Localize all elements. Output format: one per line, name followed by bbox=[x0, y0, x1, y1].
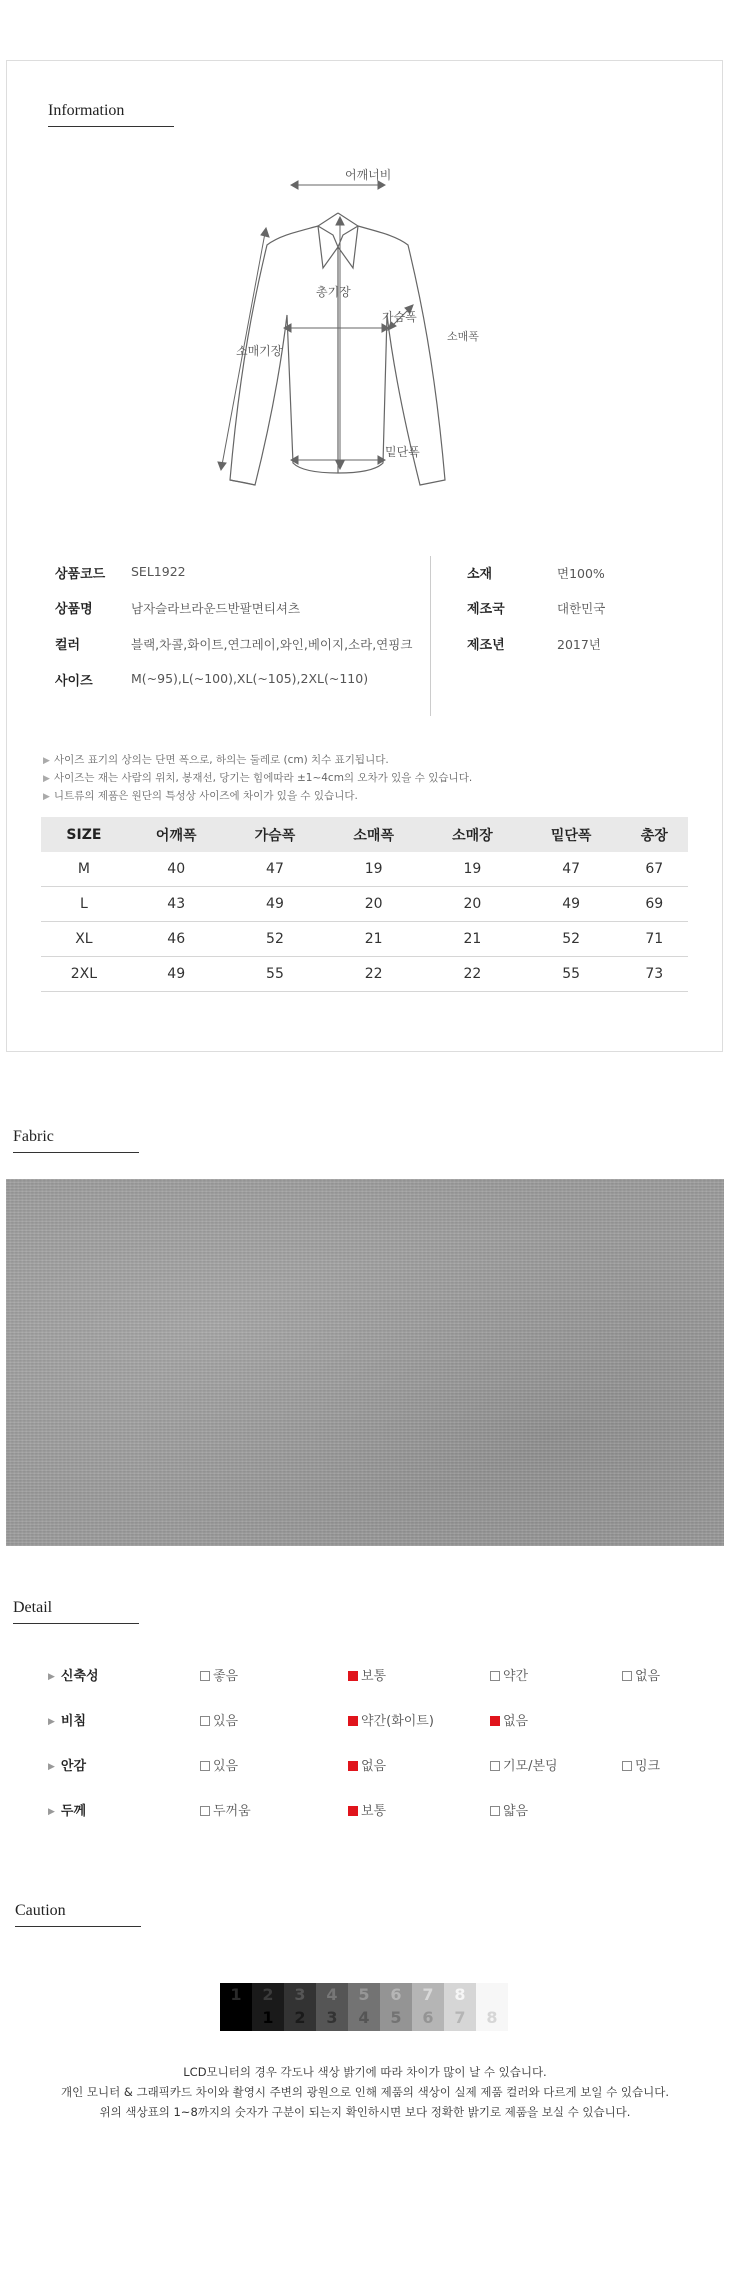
label-total-length: 총기장 bbox=[316, 285, 351, 299]
header-cell: 어깨폭 bbox=[127, 817, 226, 852]
checkbox-icon bbox=[490, 1761, 500, 1771]
brightness-swatch-strip bbox=[220, 1983, 508, 2031]
triangle-bullet-icon: ▶ bbox=[43, 756, 50, 766]
label-sleeve-length: 소매기장 bbox=[236, 344, 283, 358]
spec-value: 면100% bbox=[557, 566, 605, 581]
triangle-bullet-icon: ▶ bbox=[43, 792, 50, 802]
detail-label: ▶ 두께 bbox=[48, 1804, 87, 1819]
header-cell: 소매폭 bbox=[324, 817, 423, 852]
triangle-bullet-icon: ▶ bbox=[48, 1762, 55, 1772]
checkbox-icon bbox=[490, 1806, 500, 1816]
checkbox-icon bbox=[490, 1671, 500, 1681]
detail-title-underline bbox=[13, 1623, 139, 1624]
checkbox-icon bbox=[200, 1671, 210, 1681]
option-item: 있음 bbox=[200, 1755, 238, 1774]
header-cell: 밑단폭 bbox=[522, 817, 621, 852]
header-cell: SIZE bbox=[41, 817, 127, 852]
option-item: 두꺼움 bbox=[200, 1800, 251, 1819]
swatch: 1 bbox=[220, 1983, 252, 2031]
spec-value: 남자슬라브라운드반팔면티셔츠 bbox=[131, 601, 301, 616]
header-cell: 총장 bbox=[621, 817, 688, 852]
swatch: 4 3 bbox=[316, 1983, 348, 2031]
checkbox-checked-icon bbox=[348, 1806, 358, 1816]
checkbox-icon bbox=[200, 1716, 210, 1726]
fabric-title-underline bbox=[13, 1152, 139, 1153]
checkbox-checked-icon bbox=[348, 1671, 358, 1681]
header-cell: 가슴폭 bbox=[226, 817, 325, 852]
detail-label: ▶ 비침 bbox=[48, 1714, 87, 1729]
detail-row-lining bbox=[0, 1755, 730, 1775]
swatch: 3 2 bbox=[284, 1983, 316, 2031]
caution-title: Caution bbox=[15, 1902, 66, 1919]
caution-line: LCD모니터의 경우 각도나 색상 밝기에 따라 차이가 많이 날 수 있습니다. bbox=[183, 2065, 547, 2079]
swatch: 6 5 bbox=[380, 1983, 412, 2031]
label-hem-width: 밑단폭 bbox=[385, 445, 420, 459]
option-item: 얇음 bbox=[490, 1800, 528, 1819]
table-row: XL 46 52 21 21 52 71 bbox=[41, 922, 688, 957]
note-item: ▶ 니트류의 제품은 원단의 특성상 사이즈에 차이가 있을 수 있습니다. bbox=[43, 790, 358, 802]
label-sleeve-width: 소매폭 bbox=[447, 330, 479, 343]
label-shoulder-width: 어깨너비 bbox=[345, 168, 392, 182]
spec-key: 제조국 bbox=[467, 602, 505, 617]
checkbox-checked-icon bbox=[348, 1761, 358, 1771]
table-row: M 40 47 19 19 47 67 bbox=[41, 852, 688, 887]
label-chest-width: 가슴폭 bbox=[382, 310, 417, 324]
detail-row-thickness bbox=[0, 1800, 730, 1820]
swatch: 7 6 bbox=[412, 1983, 444, 2031]
size-table-header bbox=[41, 817, 688, 852]
table-row: L 43 49 20 20 49 69 bbox=[41, 887, 688, 922]
caution-line: 개인 모니터 & 그래픽카드 차이와 촬영시 주변의 광원으로 인해 제품의 색상이 실제 제품 컬러와 다르게 보일 수 있습니다. bbox=[61, 2085, 669, 2099]
swatch: 8 bbox=[476, 1983, 508, 2031]
swatch: 2 1 bbox=[252, 1983, 284, 2031]
checkbox-icon bbox=[622, 1671, 632, 1681]
checkbox-checked-icon bbox=[348, 1716, 358, 1726]
detail-row-stretch bbox=[0, 1665, 730, 1685]
option-item: 약간(화이트) bbox=[348, 1710, 434, 1729]
spec-value: 블랙,차콜,화이트,연그레이,와인,베이지,소라,연핑크 bbox=[131, 637, 413, 652]
note-item: ▶ 사이즈 표기의 상의는 단면 폭으로, 하의는 둘레로 (cm) 치수 표기됩니다. bbox=[43, 754, 389, 766]
spec-divider bbox=[430, 556, 431, 716]
fabric-title: Fabric bbox=[13, 1128, 54, 1145]
checkbox-icon bbox=[622, 1761, 632, 1771]
option-item: 약간 bbox=[490, 1665, 528, 1684]
size-table bbox=[41, 817, 688, 992]
size-notes bbox=[43, 751, 472, 805]
spec-value: 대한민국 bbox=[557, 601, 606, 616]
option-item: 없음 bbox=[348, 1755, 386, 1774]
option-item: 없음 bbox=[490, 1710, 528, 1729]
table-row: 2XL 49 55 22 22 55 73 bbox=[41, 957, 688, 992]
detail-title: Detail bbox=[13, 1599, 53, 1616]
information-title-underline bbox=[48, 126, 174, 127]
checkbox-icon bbox=[200, 1761, 210, 1771]
option-item: 있음 bbox=[200, 1710, 238, 1729]
option-item: 좋음 bbox=[200, 1665, 238, 1684]
triangle-bullet-icon: ▶ bbox=[48, 1717, 55, 1727]
triangle-bullet-icon: ▶ bbox=[48, 1672, 55, 1682]
option-item: 기모/본딩 bbox=[490, 1755, 558, 1774]
option-item: 보통 bbox=[348, 1800, 386, 1819]
option-item: 없음 bbox=[622, 1665, 660, 1684]
spec-key: 소재 bbox=[467, 567, 493, 582]
detail-label: ▶ 안감 bbox=[48, 1759, 87, 1774]
triangle-bullet-icon: ▶ bbox=[48, 1807, 55, 1817]
spec-value: 2017년 bbox=[557, 637, 601, 652]
information-title: Information bbox=[48, 102, 125, 119]
spec-key: 상품코드 bbox=[55, 567, 106, 582]
spec-key: 제조년 bbox=[467, 638, 505, 653]
checkbox-checked-icon bbox=[490, 1716, 500, 1726]
spec-value: M(~95),L(~100),XL(~105),2XL(~110) bbox=[131, 671, 369, 686]
triangle-bullet-icon: ▶ bbox=[43, 774, 50, 784]
caution-title-underline bbox=[15, 1926, 141, 1927]
caution-line: 위의 색상표의 1~8까지의 숫자가 구분이 되는지 확인하시면 보다 정확한 밝기로 제품을 보실 수 있습니다. bbox=[99, 2105, 631, 2119]
note-item: ▶ 사이즈는 재는 사람의 위치, 봉재선, 당기는 힘에따라 ±1~4cm의 오차가 있을 수 있습니다. bbox=[43, 772, 473, 784]
detail-label: ▶ 신축성 bbox=[48, 1669, 99, 1684]
swatch: 8 7 bbox=[444, 1983, 476, 2031]
spec-key: 컬러 bbox=[55, 638, 81, 653]
option-item: 보통 bbox=[348, 1665, 386, 1684]
checkbox-icon bbox=[200, 1806, 210, 1816]
fabric-texture-image bbox=[6, 1179, 724, 1546]
swatch: 5 4 bbox=[348, 1983, 380, 2031]
detail-row-sheerness bbox=[0, 1710, 730, 1730]
option-item: 밍크 bbox=[622, 1755, 660, 1774]
spec-value: SEL1922 bbox=[131, 564, 186, 579]
spec-key: 상품명 bbox=[55, 602, 93, 617]
header-cell: 소매장 bbox=[423, 817, 522, 852]
spec-key: 사이즈 bbox=[55, 674, 93, 689]
